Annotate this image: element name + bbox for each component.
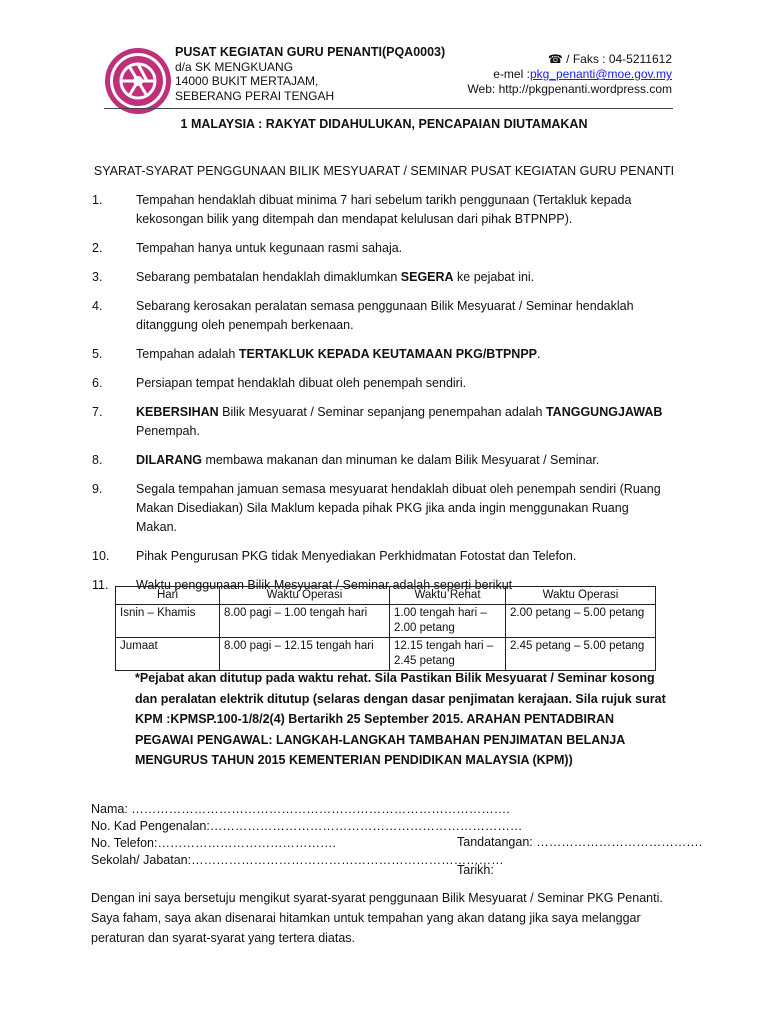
rules-list xyxy=(92,191,672,605)
rule-text xyxy=(136,268,672,287)
signature-field[interactable]: Tandatangan: …………………………………. xyxy=(457,835,703,849)
signature-block xyxy=(457,828,702,884)
rule-segment: Tempahan adalah xyxy=(136,347,239,361)
table-cell: 8.00 pagi – 1.00 tengah hari xyxy=(220,605,390,638)
email-label: e-mel : xyxy=(493,67,530,81)
rule-segment: Tempahan hendaklah dibuat minima 7 hari sebelum tarikh penggunaan (Tertakluk kepada kekosongan bilik yang ditempah dan mendapat kelulusan dari pihak BTPNPP). xyxy=(136,193,632,226)
rule-item xyxy=(92,451,672,470)
rule-number: 4. xyxy=(92,299,103,313)
contact-details xyxy=(467,52,672,97)
rule-number: 7. xyxy=(92,405,103,419)
rule-segment: Sebarang kerosakan peralatan semasa penggunaan Bilik Mesyuarat / Seminar hendaklah ditanggung oleh penempah berkenaan. xyxy=(136,299,634,332)
rule-segment: Pihak Pengurusan PKG tidak Menyediakan Perkhidmatan Fotostat dan Telefon. xyxy=(136,549,577,563)
rule-text xyxy=(136,480,672,537)
rule-text xyxy=(136,191,672,229)
address-line: SEBERANG PERAI TENGAH xyxy=(175,88,335,103)
rule-segment: Persiapan tempat hendaklah dibuat oleh penempah sendiri. xyxy=(136,376,467,390)
table-cell: Isnin – Khamis xyxy=(116,605,220,638)
rule-segment: membawa makanan dan minuman ke dalam Bilik Mesyuarat / Seminar. xyxy=(201,453,600,467)
rule-segment: Penempah. xyxy=(136,424,200,438)
table-header: Waktu Rehat xyxy=(390,587,506,605)
rule-emphasis: TERTAKLUK KEPADA KEUTAMAAN PKG/BTPNPP xyxy=(238,347,538,361)
pkg-logo-icon xyxy=(103,46,173,116)
rule-number: 11. xyxy=(92,578,109,592)
rule-text xyxy=(136,374,672,393)
rule-segment: Sebarang pembatalan hendaklah dimaklumkan xyxy=(136,270,401,284)
table-cell: 12.15 tengah hari – 2.45 petang xyxy=(390,638,506,671)
rule-item xyxy=(92,345,672,364)
rule-segment: Waktu penggunaan Bilik Mesyuarat / Seminar adalah seperti berikut xyxy=(136,578,513,592)
table-row xyxy=(116,605,656,638)
rule-segment: Bilik Mesyuarat / Seminar sepanjang penempahan adalah xyxy=(218,405,546,419)
rule-item xyxy=(92,239,672,258)
rule-emphasis: DILARANG xyxy=(136,453,202,467)
table-header-row xyxy=(116,587,656,605)
rule-text xyxy=(136,547,672,566)
address-line: d/a SK MENGKUANG xyxy=(175,59,294,74)
rule-text xyxy=(136,451,672,470)
rule-item xyxy=(92,374,672,393)
rule-number: 2. xyxy=(92,241,103,255)
rule-item xyxy=(92,547,672,566)
ic-number-field[interactable]: No. Kad Pengenalan:………………………………………………………………… xyxy=(91,819,523,833)
closing-notice: *Pejabat akan ditutup pada waktu rehat. Sila Pastikan Bilik Mesyuarat / Seminar kosong dan peralatan elektrik ditutup (selaras dengan dasar penjimatan kerajaan. Sila rujuk surat KPM :KPMSP.100-1/8/2(4) Bertarikh 25 September 2015. ARAHAN PENTADBIRAN PEGAWAI PENGAWAL: LANGKAH-LANGKAH TAMBAHAN PENJIMATAN BELANJA MENGURUS TAHUN 2015 KEMENTERIAN PENDIDIKAN MALAYSIA (KPM)) xyxy=(135,671,666,767)
rule-segment: ke pejabat ini. xyxy=(453,270,535,284)
school-department-field[interactable]: Sekolah/ Jabatan:………………………………………………………………… xyxy=(91,853,504,867)
rule-text xyxy=(136,239,672,258)
rule-number: 3. xyxy=(92,270,103,284)
table-header: Hari xyxy=(116,587,220,605)
table-header: Waktu Operasi xyxy=(506,587,656,605)
table-cell: Jumaat xyxy=(116,638,220,671)
rule-number: 1. xyxy=(92,193,103,207)
rule-emphasis: SEGERA xyxy=(400,270,454,284)
table-cell: 2.45 petang – 5.00 petang xyxy=(506,638,656,671)
table-cell: 8.00 pagi – 12.15 tengah hari xyxy=(220,638,390,671)
rule-number: 10. xyxy=(92,549,110,563)
rule-segment: . xyxy=(537,347,541,361)
rule-item xyxy=(92,268,672,287)
table-cell: 1.00 tengah hari – 2.00 petang xyxy=(390,605,506,638)
operating-hours-table xyxy=(115,586,656,671)
agreement-statement: Dengan ini saya bersetuju mengikut syarat-syarat penggunaan Bilik Mesyuarat / Seminar PKG Penanti. Saya faham, saya akan disenarai hitamkan untuk tempahan yang akan datang jika saya melanggar peraturan dan syarat-syarat yang tertera diatas. xyxy=(91,891,663,945)
rule-item xyxy=(92,191,672,229)
address-line: 14000 BUKIT MERTAJAM, xyxy=(175,74,319,88)
rule-number: 6. xyxy=(92,376,103,390)
name-field[interactable]: Nama: ………………………………………………………………………………. xyxy=(91,802,510,816)
rule-item xyxy=(92,480,672,537)
rule-item xyxy=(92,297,672,335)
phone-fax: ☎ / Faks : 04-5211612 xyxy=(547,52,672,66)
rule-text xyxy=(136,345,672,364)
rule-item xyxy=(92,403,672,441)
email-link[interactable]: pkg_penanti@moe.gov.my xyxy=(529,67,672,81)
motto: 1 MALAYSIA : RAKYAT DIDAHULUKAN, PENCAPAIAN DIUTAMAKAN xyxy=(180,117,588,131)
rule-text xyxy=(136,403,672,441)
date-field[interactable]: Tarikh: xyxy=(457,863,494,877)
rule-emphasis: TANGGUNGJAWAB xyxy=(545,405,663,419)
organisation-name: PUSAT KEGIATAN GURU PENANTI(PQA0003) xyxy=(175,45,446,59)
rule-number: 9. xyxy=(92,482,103,496)
rule-segment: Segala tempahan jamuan semasa mesyuarat hendaklah dibuat oleh penempah sendiri (Ruang Makan Disediakan) Sila Maklum kepada pihak PKG jika anda ingin menggunakan Ruang Makan. xyxy=(136,482,661,534)
rule-number: 5. xyxy=(92,347,103,361)
rule-text xyxy=(136,297,672,335)
email-line xyxy=(467,67,672,82)
table-header: Waktu Operasi xyxy=(220,587,390,605)
table-cell: 2.00 petang – 5.00 petang xyxy=(506,605,656,638)
document-title: SYARAT-SYARAT PENGGUNAAN BILIK MESYUARAT / SEMINAR PUSAT KEGIATAN GURU PENANTI xyxy=(93,164,675,178)
phone-field[interactable]: No. Telefon:……………………………………. xyxy=(91,836,336,850)
rule-emphasis: KEBERSIHAN xyxy=(136,405,219,419)
table-row xyxy=(116,638,656,671)
header-divider xyxy=(104,108,673,109)
website-line: Web: http://pkgpenanti.wordpress.com xyxy=(467,82,672,96)
rule-number: 8. xyxy=(92,453,103,467)
rule-segment: Tempahan hanya untuk kegunaan rasmi sahaja. xyxy=(136,241,403,255)
